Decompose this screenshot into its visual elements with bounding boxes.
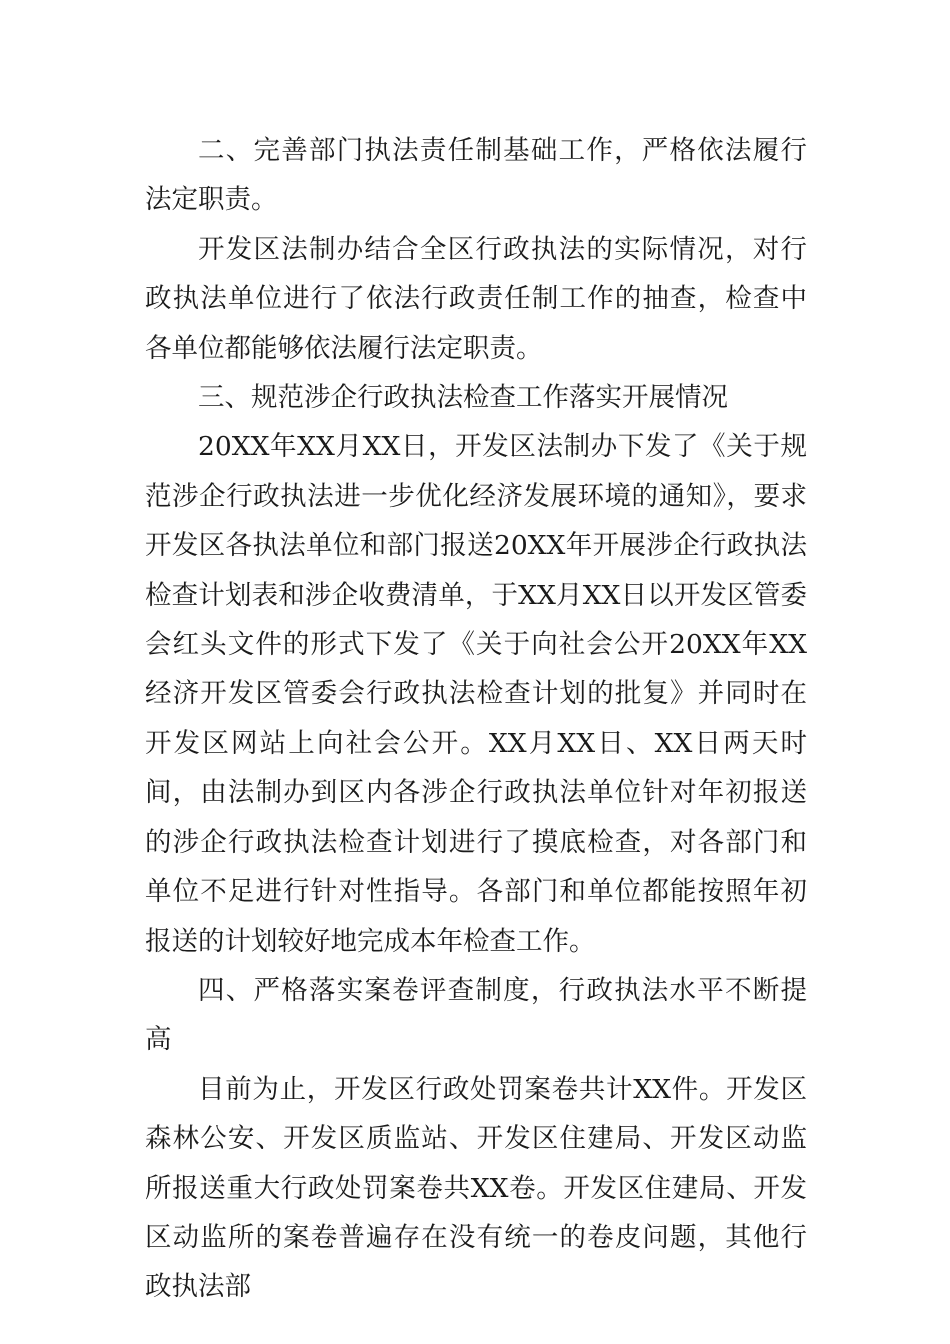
paragraph: 20XX年XX月XX日，开发区法制办下发了《关于规范涉企行政执法进一步优化经济发展环境的通知》，要求开发区各执法单位和部门报送20XX年开展涉企行政执法检查计划表和涉企收费清单，于XX月XX日以开发区管委会红头文件的形式下发了《关于向社会公开20XX年XX经济开发区管委会行政执法检查计划的批复》并同时在开发区网站上向社会公开。XX月XX日、XX日两天时间，由法制办到区内各涉企行政执法单位针对年初报送的涉企行政执法检查计划进行了摸底检查，对各部门和单位不足进行针对性指导。各部门和单位都能按照年初报送的计划较好地完成本年检查工作。	[145, 431, 807, 957]
paragraph: 目前为止，开发区行政处罚案卷共计XX件。开发区森林公安、开发区质监站、开发区住建局、开发区动监所报送重大行政处罚案卷共XX卷。开发区住建局、开发区动监所的案卷普遍存在没有统一的卷皮问题，其他行政执法部	[145, 1073, 807, 1303]
document-body	[145, 126, 807, 1312]
paragraph: 开发区法制办结合全区行政执法的实际情况，对行政执法单位进行了依法行政责任制工作的抽查，检查中各单位都能够依法履行法定职责。	[145, 233, 807, 364]
section-heading-3: 三、规范涉企行政执法检查工作落实开展情况	[198, 382, 728, 414]
section-heading-2: 二、完善部门执法责任制基础工作，严格依法履行法定职责。	[145, 135, 807, 216]
section-heading-4: 四、严格落实案卷评查制度，行政执法水平不断提高	[145, 974, 807, 1056]
